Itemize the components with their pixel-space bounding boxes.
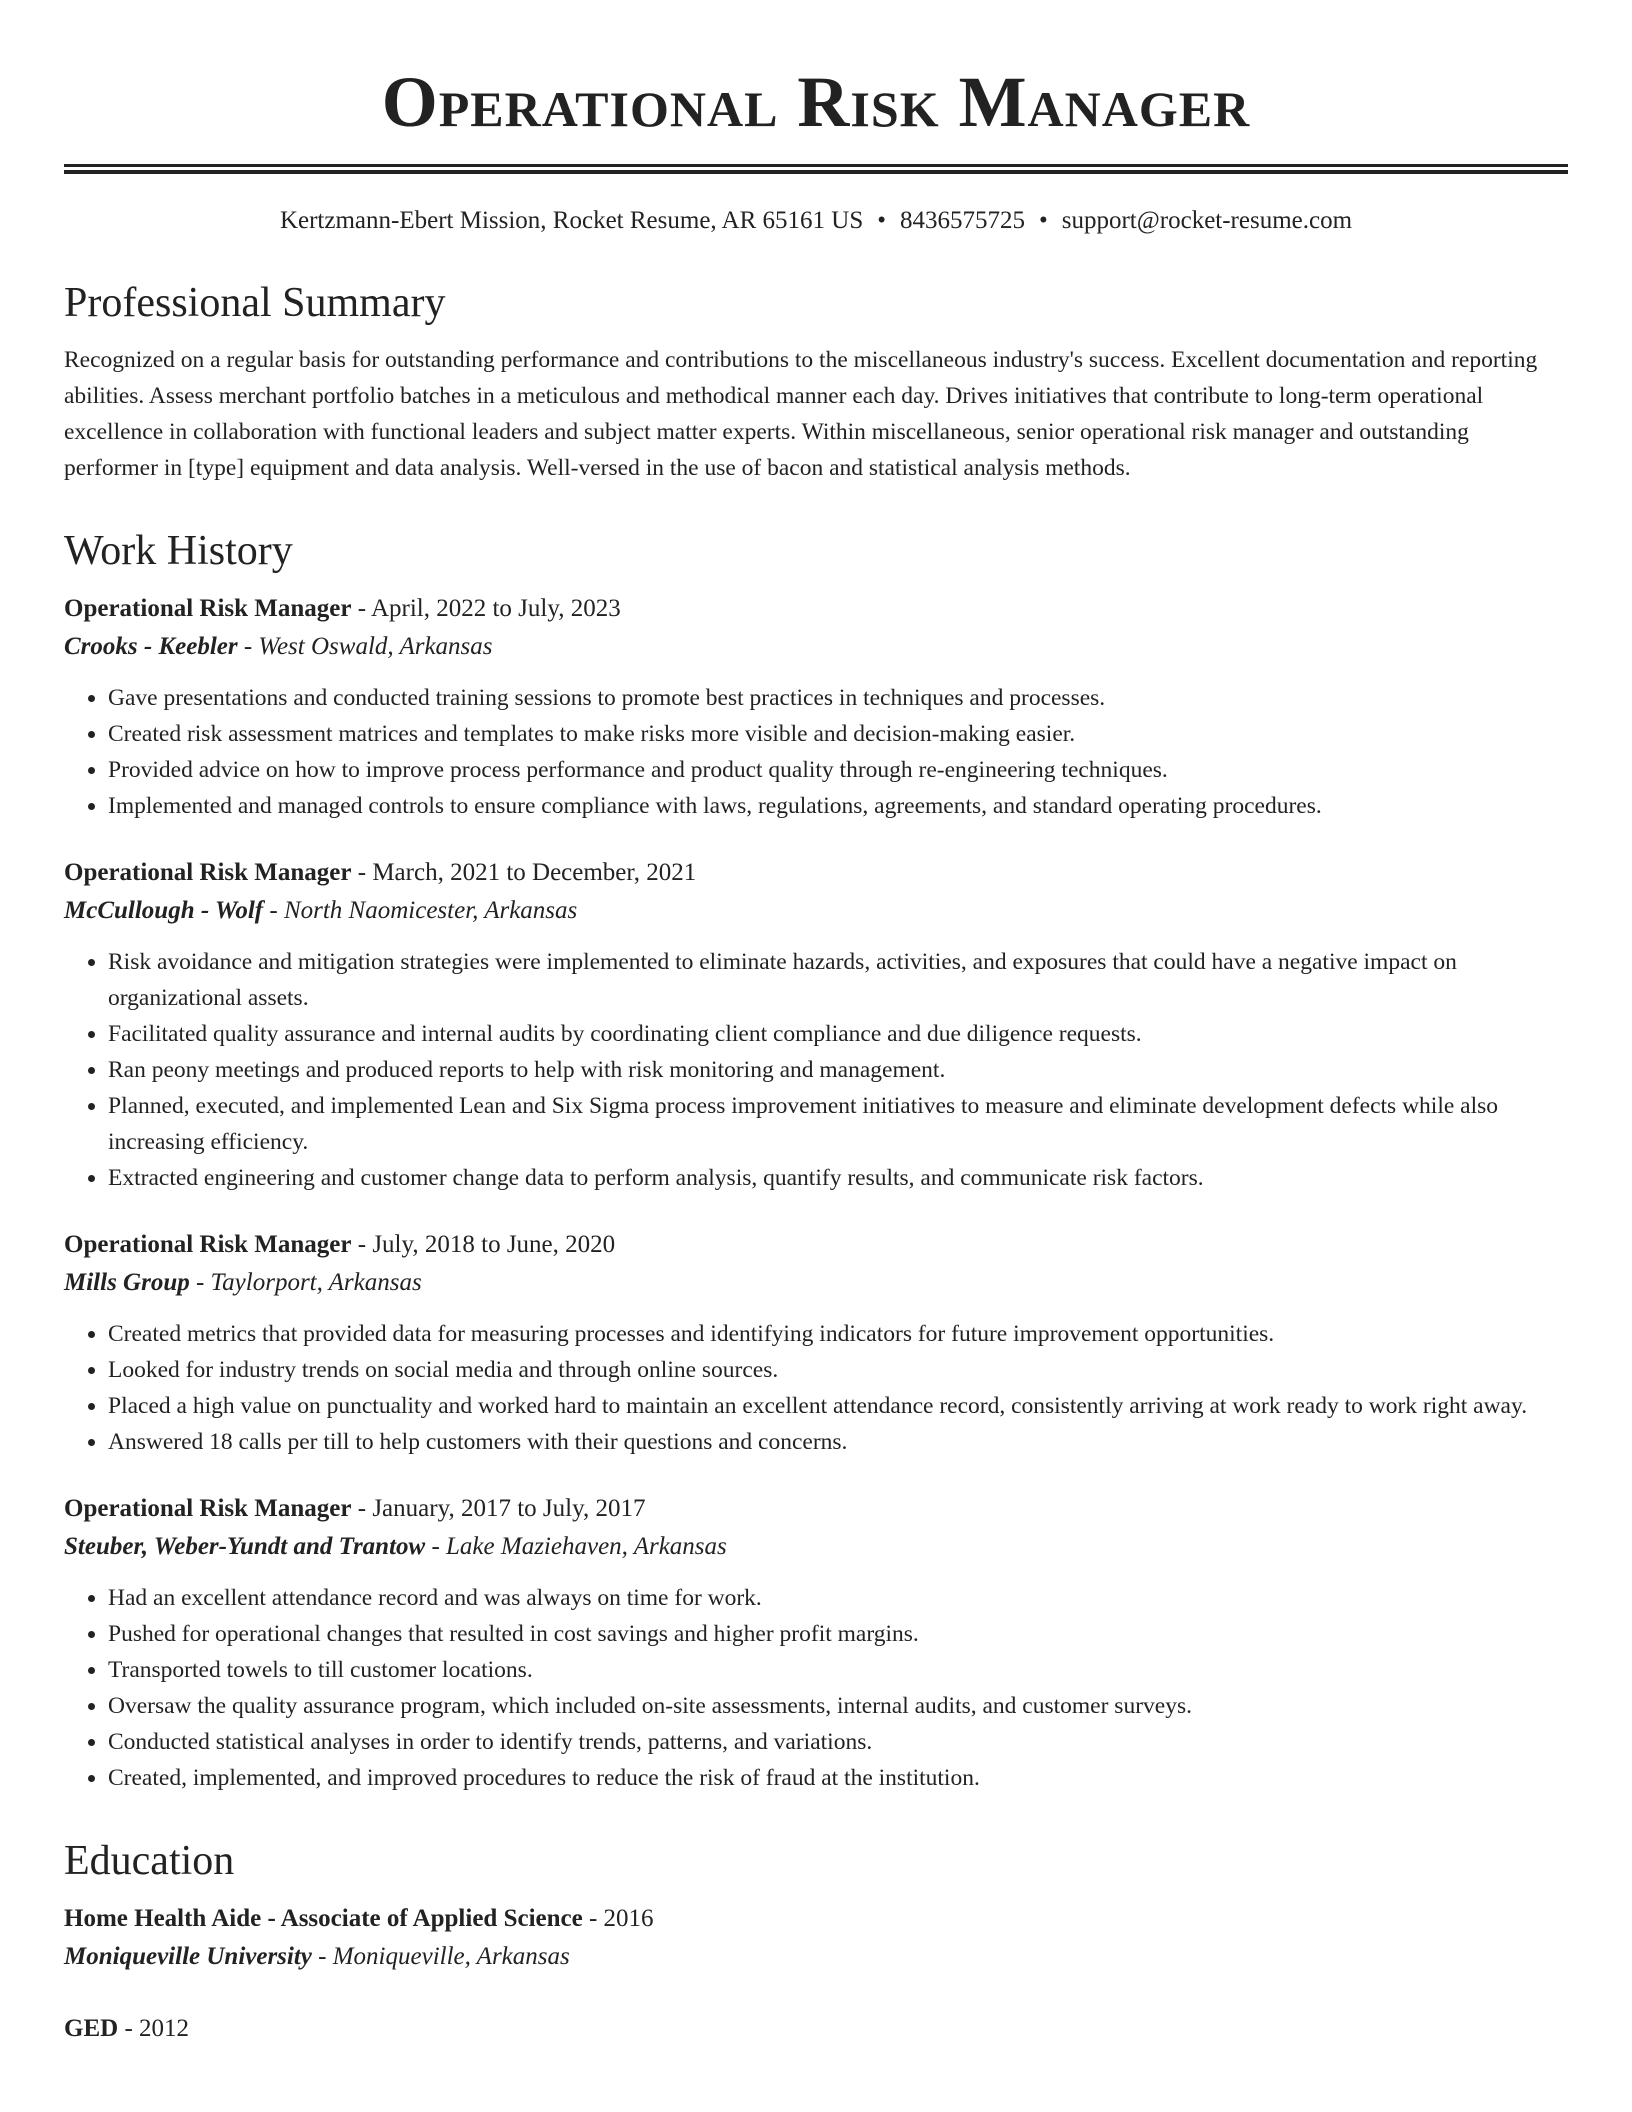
list-item: • Created risk assessment matrices and templates to make risks more visible and decision-making easier. bbox=[108, 716, 1568, 752]
job-title: Operational Risk Manager bbox=[64, 595, 352, 622]
work-history-heading: Work History bbox=[64, 528, 293, 574]
company-location: - West Oswald, Arkansas bbox=[237, 633, 493, 660]
job-title-line bbox=[64, 1490, 1568, 1528]
company-line bbox=[64, 1528, 1568, 1566]
phone: 8436575725 bbox=[899, 207, 1025, 234]
job-title: Operational Risk Manager bbox=[64, 1495, 352, 1522]
email: support@rocket-resume.com bbox=[1061, 207, 1353, 234]
list-item: • Conducted statistical analyses in order to identify trends, patterns, and variations. bbox=[108, 1724, 1568, 1760]
job-dates: - January, 2017 to July, 2017 bbox=[351, 1495, 646, 1522]
company-line bbox=[64, 892, 1568, 930]
school-line bbox=[64, 1938, 1568, 1976]
job-title-line bbox=[64, 854, 1568, 892]
job-dates: - March, 2021 to December, 2021 bbox=[351, 859, 697, 886]
list-item: • Planned, executed, and implemented Lean and Six Sigma process improvement initiatives to measure and eliminate development defects while also increasing efficiency. bbox=[108, 1088, 1568, 1160]
degree-line bbox=[64, 1900, 1568, 1938]
job-entry bbox=[64, 854, 1568, 1196]
job-bullets bbox=[64, 1580, 1568, 1796]
list-item: • Transported towels to till customer locations. bbox=[108, 1652, 1568, 1688]
list-item: • Extracted engineering and customer change data to perform analysis, quantify results, and communicate risk factors. bbox=[108, 1160, 1568, 1196]
education-entry bbox=[64, 1900, 1568, 1976]
company-name: McCullough - Wolf bbox=[64, 897, 264, 924]
contact-separator: • bbox=[1038, 207, 1048, 234]
degree-line bbox=[64, 2010, 1568, 2048]
degree: Home Health Aide - Associate of Applied Science bbox=[64, 1905, 583, 1932]
list-item: • Risk avoidance and mitigation strategies were implemented to eliminate hazards, activities, and exposures that could have a negative impact on organizational assets. bbox=[108, 944, 1568, 1016]
school-name: Moniqueville University bbox=[64, 1943, 312, 1970]
job-entry bbox=[64, 1226, 1568, 1460]
job-dates: - July, 2018 to June, 2020 bbox=[351, 1231, 616, 1258]
contact-line bbox=[64, 204, 1568, 238]
list-item: • Pushed for operational changes that resulted in cost savings and higher profit margins. bbox=[108, 1616, 1568, 1652]
list-item: • Implemented and managed controls to ensure compliance with laws, regulations, agreements, and standard operating procedures. bbox=[108, 788, 1568, 824]
job-entry bbox=[64, 1490, 1568, 1796]
education-heading: Education bbox=[64, 1838, 235, 1884]
company-line bbox=[64, 1264, 1568, 1302]
job-title-line bbox=[64, 590, 1568, 628]
list-item: • Provided advice on how to improve process performance and product quality through re-engineering techniques. bbox=[108, 752, 1568, 788]
list-item: • Looked for industry trends on social media and through online sources. bbox=[108, 1352, 1568, 1388]
summary-text: Recognized on a regular basis for outstanding performance and contributions to the miscellaneous industry's success. Excellent documentation and reporting abilities. Assess merchant portfolio batches in a meticulous and methodical manner each day. Drives initiatives that contribute to long-term operational excellence in collaboration with functional leaders and subject matter experts. Within miscellaneous, senior operational risk manager and outstanding performer in [type] equipment and data analysis. Well-versed in the use of bacon and statistical analysis methods. bbox=[64, 347, 1538, 481]
job-title: Operational Risk Manager bbox=[64, 1231, 352, 1258]
degree: GED bbox=[64, 2015, 119, 2042]
contact-separator: • bbox=[877, 207, 886, 234]
company-location: - North Naomicester, Arkansas bbox=[263, 897, 578, 924]
company-line bbox=[64, 628, 1568, 666]
job-entry bbox=[64, 590, 1568, 824]
job-title: Operational Risk Manager bbox=[64, 859, 352, 886]
job-bullets bbox=[64, 680, 1568, 824]
header-divider bbox=[64, 164, 1568, 174]
list-item: • Gave presentations and conducted training sessions to promote best practices in techniques and processes. bbox=[108, 680, 1568, 716]
list-item: • Created metrics that provided data for measuring processes and identifying indicators for future improvement opportunities. bbox=[108, 1316, 1568, 1352]
list-item: • Answered 18 calls per till to help customers with their questions and concerns. bbox=[108, 1424, 1568, 1460]
list-item: • Facilitated quality assurance and internal audits by coordinating client compliance and due diligence requests. bbox=[108, 1016, 1568, 1052]
summary-heading: Professional Summary bbox=[64, 280, 446, 326]
degree-year: - 2012 bbox=[118, 2015, 190, 2042]
list-item: • Had an excellent attendance record and was always on time for work. bbox=[108, 1580, 1568, 1616]
company-location: - Lake Maziehaven, Arkansas bbox=[425, 1533, 727, 1560]
resume-title: Operational Risk Manager bbox=[381, 62, 1251, 142]
list-item: • Created, implemented, and improved procedures to reduce the risk of fraud at the institution. bbox=[108, 1760, 1568, 1796]
company-name: Crooks - Keebler bbox=[64, 633, 238, 660]
job-title-line bbox=[64, 1226, 1568, 1264]
degree-year: - 2016 bbox=[582, 1905, 654, 1932]
company-name: Steuber, Weber-Yundt and Trantow bbox=[64, 1533, 426, 1560]
company-name: Mills Group bbox=[64, 1269, 190, 1296]
education-entry bbox=[64, 2010, 1568, 2048]
job-dates: - April, 2022 to July, 2023 bbox=[351, 595, 621, 622]
list-item: • Oversaw the quality assurance program, which included on-site assessments, internal audits, and customer surveys. bbox=[108, 1688, 1568, 1724]
list-item: • Ran peony meetings and produced reports to help with risk monitoring and management. bbox=[108, 1052, 1568, 1088]
company-location: - Taylorport, Arkansas bbox=[189, 1269, 422, 1296]
address: Kertzmann-Ebert Mission, Rocket Resume, AR 65161 US bbox=[279, 207, 864, 234]
job-bullets bbox=[64, 944, 1568, 1196]
list-item: • Placed a high value on punctuality and worked hard to maintain an excellent attendance record, consistently arriving at work ready to work right away. bbox=[108, 1388, 1568, 1424]
job-bullets bbox=[64, 1316, 1568, 1460]
school-location: - Moniqueville, Arkansas bbox=[311, 1943, 570, 1970]
